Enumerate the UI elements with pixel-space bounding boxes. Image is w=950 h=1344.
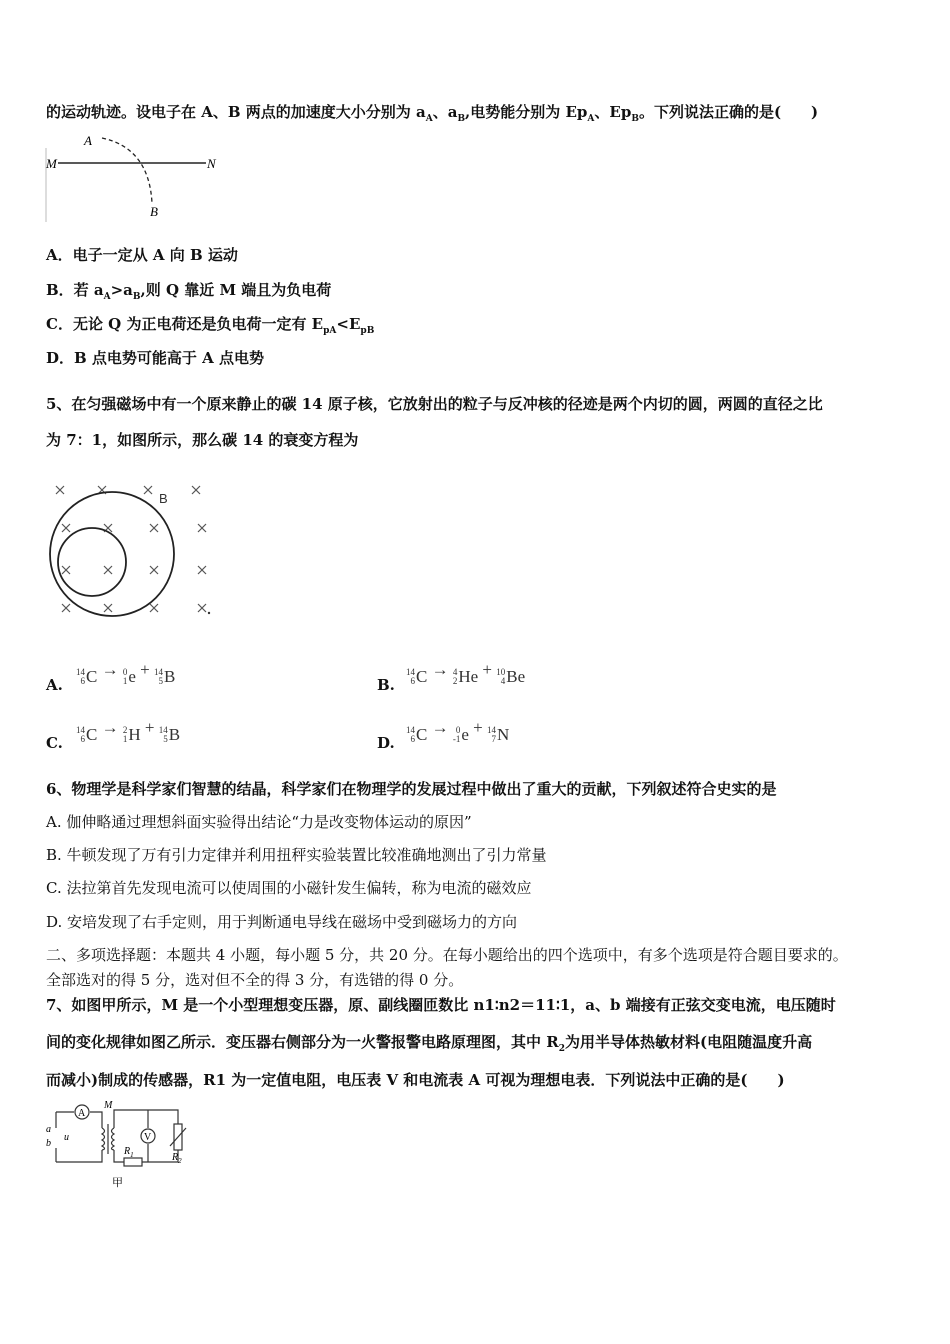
r2-label: $R_2$ <box>172 1152 182 1165</box>
section2-heading-line1: 二、多项选择题：本题共 4 小题，每小题 5 分，共 20 分。在每小题给出的四个选项中，有多个选项是符合题目要求的。 <box>46 946 848 964</box>
q6-option-c: C. 法拉第首先发现电流可以使周围的小磁针发生偏转，称为电流的磁效应 <box>46 879 532 897</box>
ammeter-label: A <box>78 1108 86 1119</box>
q4-option-c: C．无论 Q 为正电荷还是负电荷一定有 $E_{pA}<E_{pB}$ <box>46 315 375 336</box>
label-N: N <box>207 156 216 171</box>
q7-stem-line2: 间的变化规律如图乙所示．变压器右侧部分为一火警报警电路原理图，其中 $R_2$为用半导体热敏材料(电阻随温度升高 <box>46 1033 813 1054</box>
label-A: A <box>84 133 92 148</box>
transformer-label: M <box>104 1100 113 1111</box>
terminal-a-label: a <box>46 1124 51 1135</box>
q7-circuit-figure <box>44 1098 204 1194</box>
q4-option-b: B．若 $a_A>a_B$,则 Q 靠近 M 端且为负电荷 <box>46 281 332 302</box>
voltage-u-label: u <box>64 1132 69 1143</box>
field-label-B: B <box>159 491 168 506</box>
q6-option-b: B. 牛顿发现了万有引力定律并利用扭秤实验装置比较准确地测出了引力常量 <box>46 846 547 864</box>
primary-coil <box>102 1128 105 1150</box>
q5-option-c-letter: C. <box>46 734 63 752</box>
q7-stem-line1: 7、如图甲所示，M 是一个小型理想变压器，原、副线圈匝数比 n1∶n2＝11∶1，a、b 端接有正弦交变电流，电压随时 <box>46 996 836 1014</box>
q5-magnetic-field-figure <box>46 476 226 626</box>
figure-caption: 甲 <box>112 1176 123 1189</box>
resistor-r1 <box>124 1158 142 1166</box>
q5-option-b-equation: 14 6 C → 4 2 He + 10 4 Be <box>406 660 526 686</box>
q6-stem: 6、物理学是科学家们智慧的结晶，科学家们在物理学的发展过程中做出了重大的贡献，下列叙述符合史实的是 <box>46 780 777 798</box>
q4-option-a: A．电子一定从 A 向 B 运动 <box>46 246 238 264</box>
q5-option-b-letter: B. <box>377 676 395 694</box>
section2-heading-line2: 全部选对的得 5 分，选对但不全的得 3 分，有选错的得 0 分。 <box>46 971 464 989</box>
r2-arrow <box>170 1128 186 1146</box>
primary-wire-bottom <box>56 1150 102 1162</box>
q7-stem-line3: 而减小)制成的传感器，R1 为一定值电阻，电压表 V 和电流表 A 可视为理想电表．下列说法中正确的是( ) <box>46 1071 785 1089</box>
q5-option-a-equation: 14 6 C → 0 1 e + 14 5 B <box>76 660 176 686</box>
secondary-wire-top <box>114 1110 178 1128</box>
secondary-wire-bottom <box>114 1150 124 1162</box>
q4-option-d: D．B 点电势可能高于 A 点电势 <box>46 349 264 367</box>
secondary-coil <box>112 1128 115 1150</box>
q4-trajectory-figure <box>44 128 234 224</box>
small-circle <box>58 528 126 596</box>
q5-option-a-letter: A. <box>46 676 63 694</box>
q6-option-d: D. 安培发现了右手定则，用于判断通电导线在磁场中受到磁场力的方向 <box>46 913 518 931</box>
voltmeter-label: V <box>144 1132 152 1143</box>
q5-option-d-letter: D. <box>377 734 395 752</box>
terminal-b-label: b <box>46 1138 51 1149</box>
q5-option-d-equation: 14 6 C → 0 -1 e + 14 7 N <box>406 718 510 744</box>
primary-wire-top2 <box>90 1112 102 1128</box>
q4-stem: 的运动轨迹。设电子在 A、B 两点的加速度大小分别为 $a_A$、$a_B$,电势能分别为 $Ep_A$、$Ep_B$。下列说法正确的是( ) <box>46 103 819 124</box>
q5-stem-line1: 5、在匀强磁场中有一个原来静止的碳 14 原子核，它放射出的粒子与反冲核的径迹是两个内切的圆，两圆的直径之比 <box>46 395 823 413</box>
large-circle <box>50 492 174 616</box>
label-B: B <box>150 204 158 219</box>
q5-option-c-equation: 14 6 C → 2 1 H + 14 5 B <box>76 718 181 744</box>
label-M: M <box>46 156 57 171</box>
q6-option-a: A. 伽伸略通过理想斜面实验得出结论“力是改变物体运动的原因” <box>46 813 472 831</box>
dot-mark <box>208 612 210 614</box>
r1-label: $R_1$ <box>124 1146 134 1159</box>
q5-stem-line2: 为 7：1，如图所示，那么碳 14 的衰变方程为 <box>46 431 359 449</box>
trajectory-curve <box>102 138 152 203</box>
